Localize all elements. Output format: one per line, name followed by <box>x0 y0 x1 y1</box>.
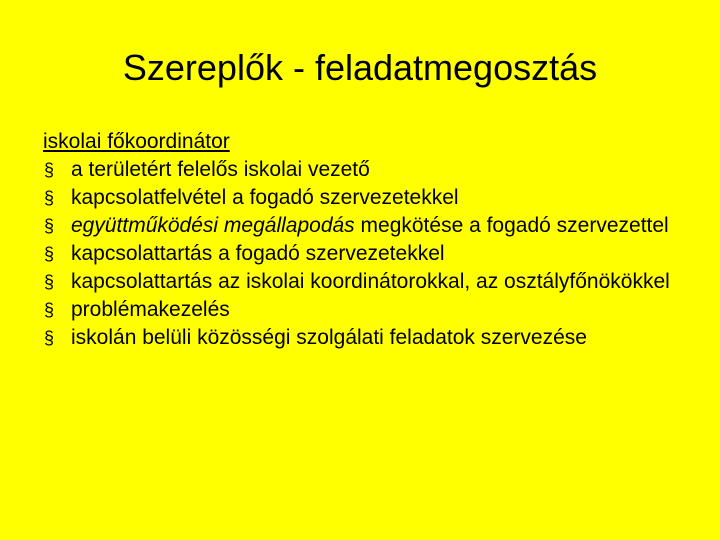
list-item-text: problémakezelés <box>71 298 230 321</box>
slide-title: Szereplők - feladatmegosztás <box>122 47 598 88</box>
list-item <box>43 241 708 267</box>
list-item <box>43 185 708 211</box>
list-item <box>43 213 708 239</box>
bullet-icon: § <box>44 160 55 180</box>
bullet-list <box>43 157 708 351</box>
bullet-icon: § <box>44 328 55 348</box>
list-item <box>43 297 708 323</box>
section-heading: iskolai főkoordinátor <box>43 130 230 153</box>
bullet-icon: § <box>44 300 55 320</box>
slide-content <box>43 129 708 353</box>
list-item <box>43 157 708 183</box>
list-item-text: iskolán belüli közösségi szolgálati feladatok szervezése <box>71 326 587 349</box>
list-item-text: a területért felelős iskolai vezető <box>71 158 370 181</box>
bullet-icon: § <box>44 188 55 208</box>
list-item-text: kapcsolatfelvétel a fogadó szervezetekkel <box>71 186 459 209</box>
bullet-icon: § <box>44 244 55 264</box>
bullet-icon: § <box>44 272 55 292</box>
list-item-text: kapcsolattartás a fogadó szervezetekkel <box>71 242 445 265</box>
list-item-emphasis: együttműködési megállapodás <box>71 214 355 237</box>
bullet-icon: § <box>44 216 55 236</box>
list-item <box>43 325 708 351</box>
list-item-text: megkötése a fogadó szervezettel <box>354 214 669 237</box>
list-item <box>43 269 708 295</box>
list-item-text: kapcsolattartás az iskolai koordinátorokkal, az osztályfőnökökkel <box>71 270 670 293</box>
